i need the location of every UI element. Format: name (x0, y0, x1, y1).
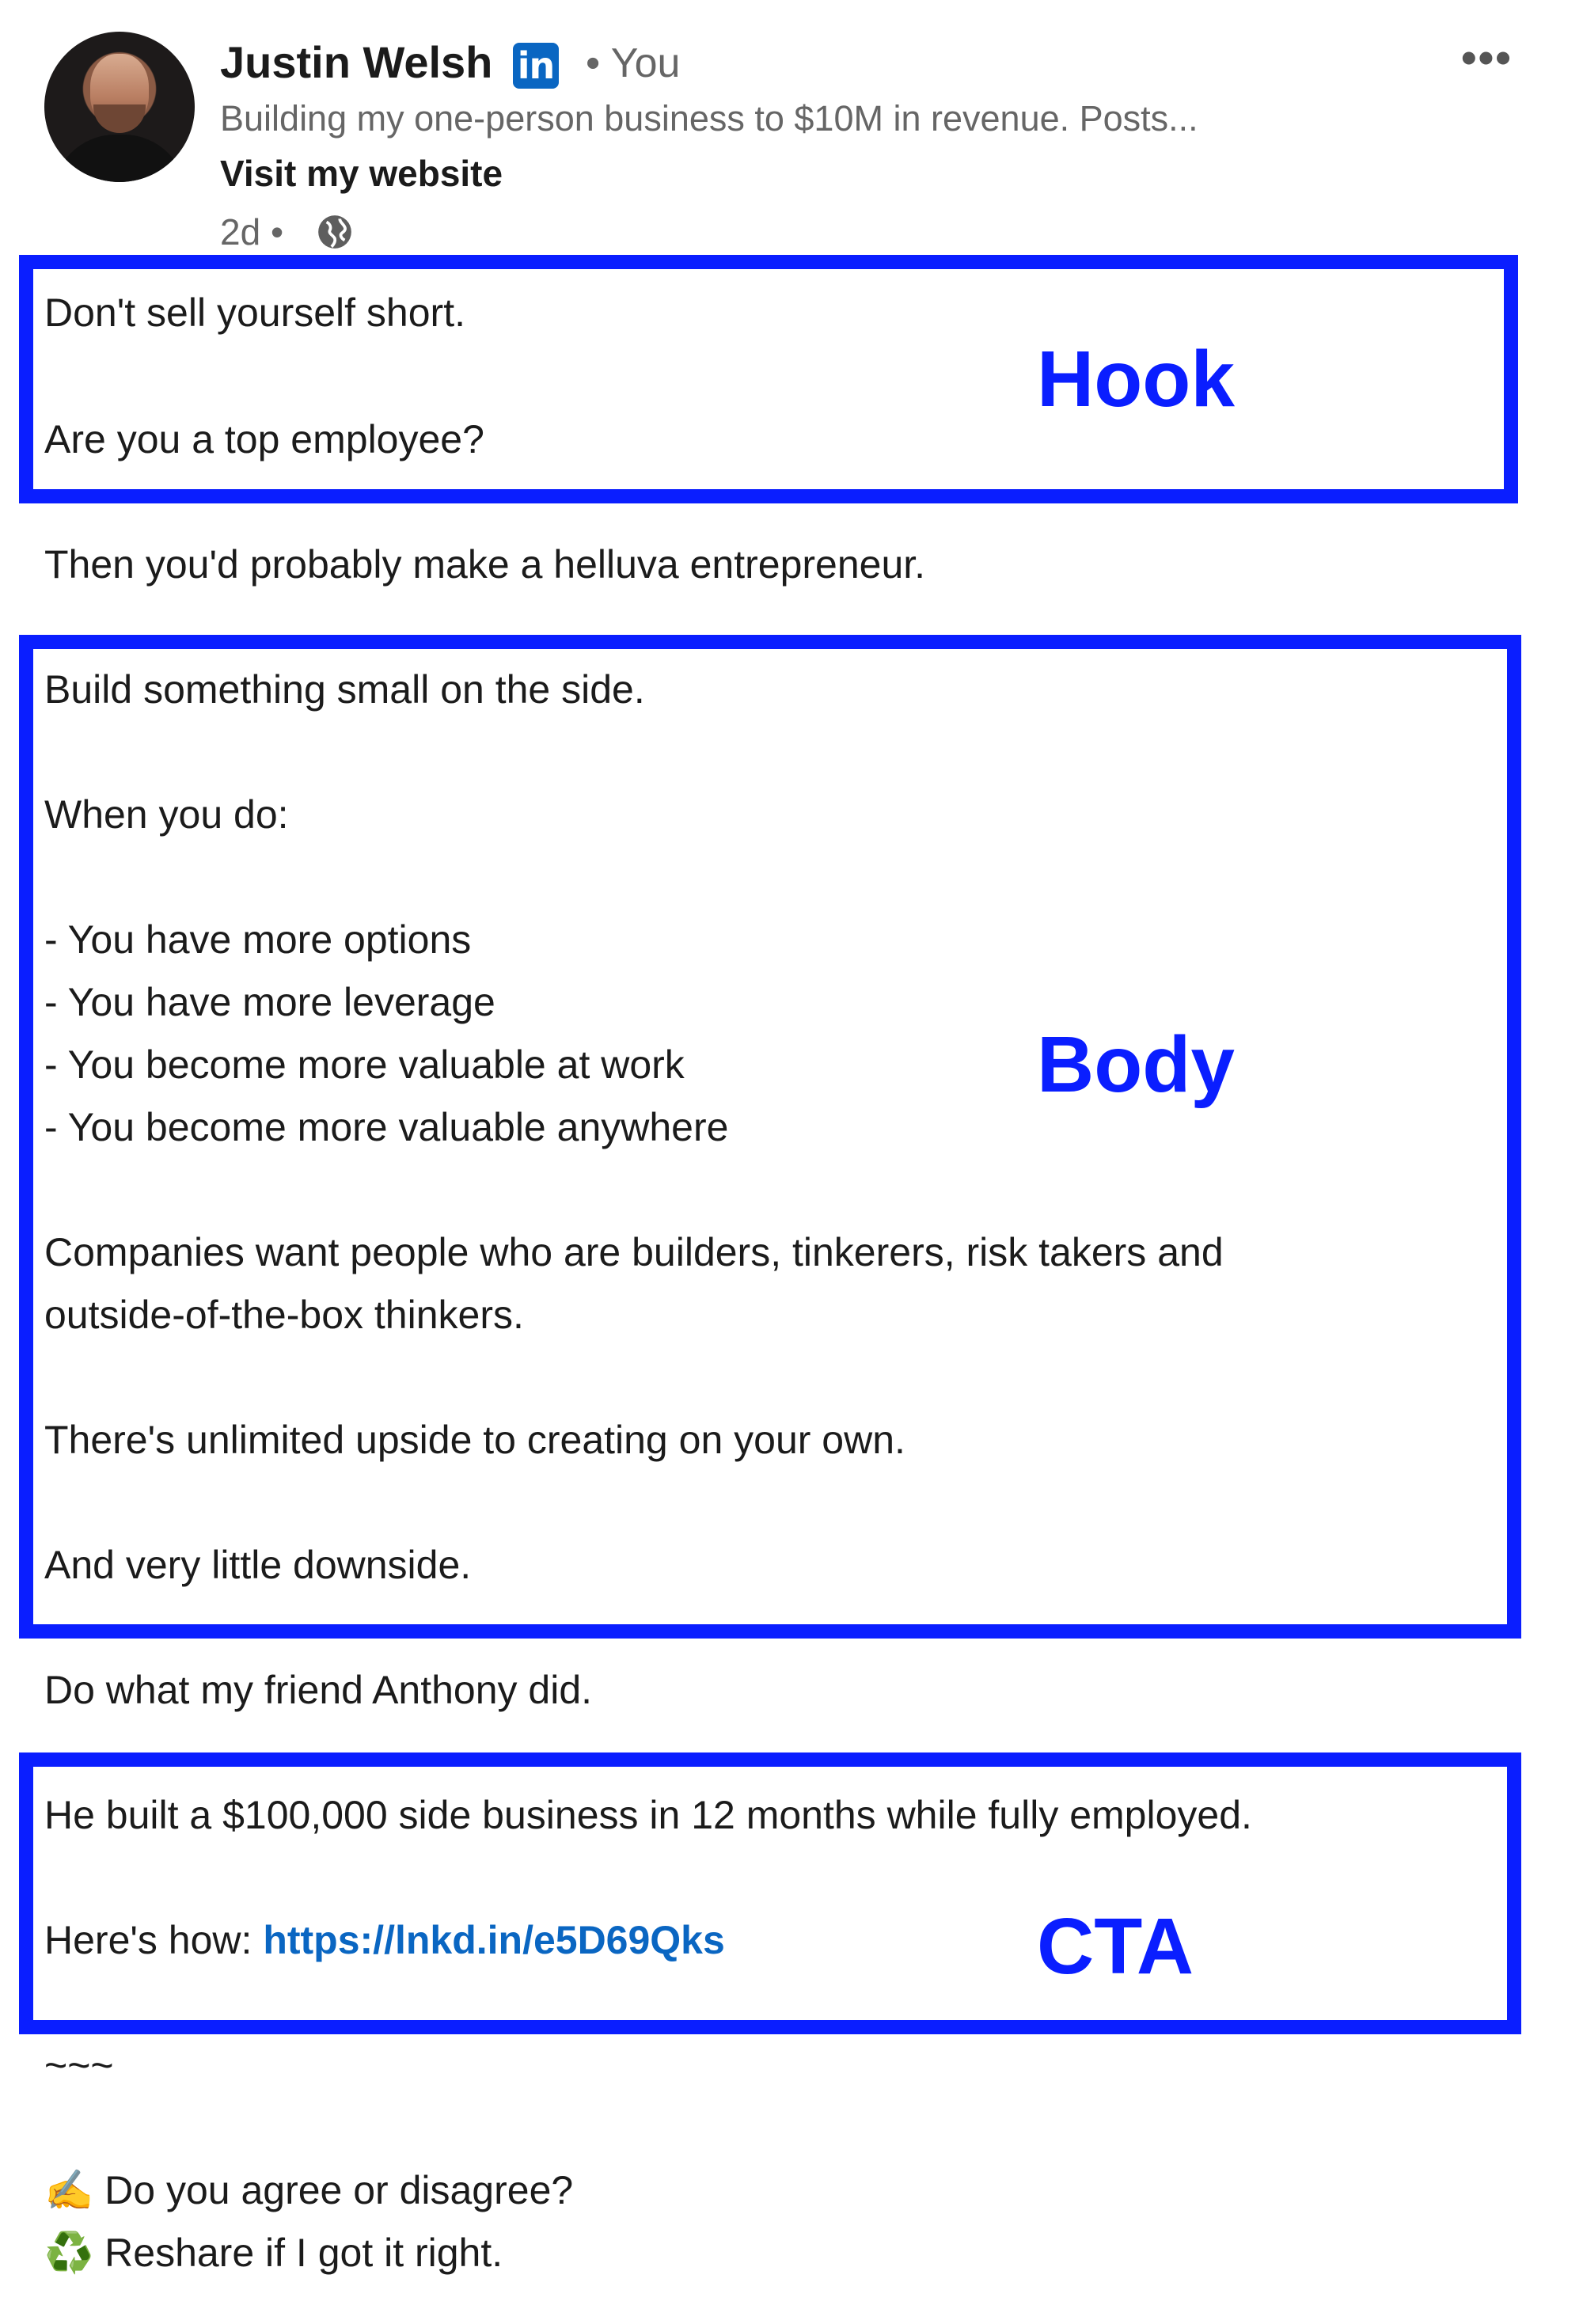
body-paragraph-2: There's unlimited upside to creating on your own. (44, 1418, 905, 1462)
body-paragraph-1a: Companies want people who are builders, tinkerers, risk takers and (44, 1230, 1224, 1274)
body-label: Body (1037, 1020, 1235, 1109)
more-options-icon[interactable]: ••• (1461, 32, 1513, 82)
friend-line: Do what my friend Anthony did. (44, 1668, 593, 1712)
body-bullet-3: - You become more valuable at work (44, 1042, 685, 1087)
body-bullet-1: - You have more options (44, 917, 472, 962)
author-headline: Building my one-person business to $10M in revenue. Posts... (220, 98, 1198, 139)
cta-prefix: Here's how: (44, 1918, 264, 1962)
cta-annotation-box (19, 1752, 1521, 2034)
avatar[interactable] (44, 32, 195, 182)
cta-line-1: He built a $100,000 side business in 12 months while fully employed. (44, 1793, 1252, 1837)
body-paragraph-3: And very little downside. (44, 1543, 472, 1587)
body-paragraph-1b: outside-of-the-box thinkers. (44, 1293, 524, 1337)
avatar-shirt (52, 135, 187, 182)
body-line-1: Build something small on the side. (44, 667, 645, 712)
body-bullet-4: - You become more valuable anywhere (44, 1105, 729, 1149)
linkedin-icon: in (513, 43, 559, 89)
closing-line-2: ♻️ Reshare if I got it right. (44, 2231, 503, 2275)
globe-icon (315, 212, 355, 252)
author-name[interactable]: Justin Welsh (220, 37, 493, 87)
separator: ~~~ (44, 2043, 114, 2087)
hook-label: Hook (1037, 335, 1235, 423)
post-timestamp: 2d • (220, 211, 284, 253)
body-line-2: When you do: (44, 792, 289, 837)
post-line: Then you'd probably make a helluva entrepreneur. (44, 542, 926, 587)
body-annotation-box (19, 635, 1521, 1639)
hook-annotation-box (19, 255, 1518, 503)
cta-link[interactable]: https://lnkd.in/e5D69Qks (263, 1918, 725, 1962)
connection-degree: • You (586, 40, 681, 86)
hook-line-2: Are you a top employee? (44, 417, 484, 461)
avatar-beard (93, 104, 146, 133)
body-bullet-2: - You have more leverage (44, 980, 495, 1024)
cta-label: CTA (1037, 1902, 1194, 1991)
hook-line-1: Don't sell yourself short. (44, 290, 465, 335)
visit-website-link[interactable]: Visit my website (220, 153, 503, 194)
closing-line-1: ✍️ Do you agree or disagree? (44, 2168, 574, 2212)
